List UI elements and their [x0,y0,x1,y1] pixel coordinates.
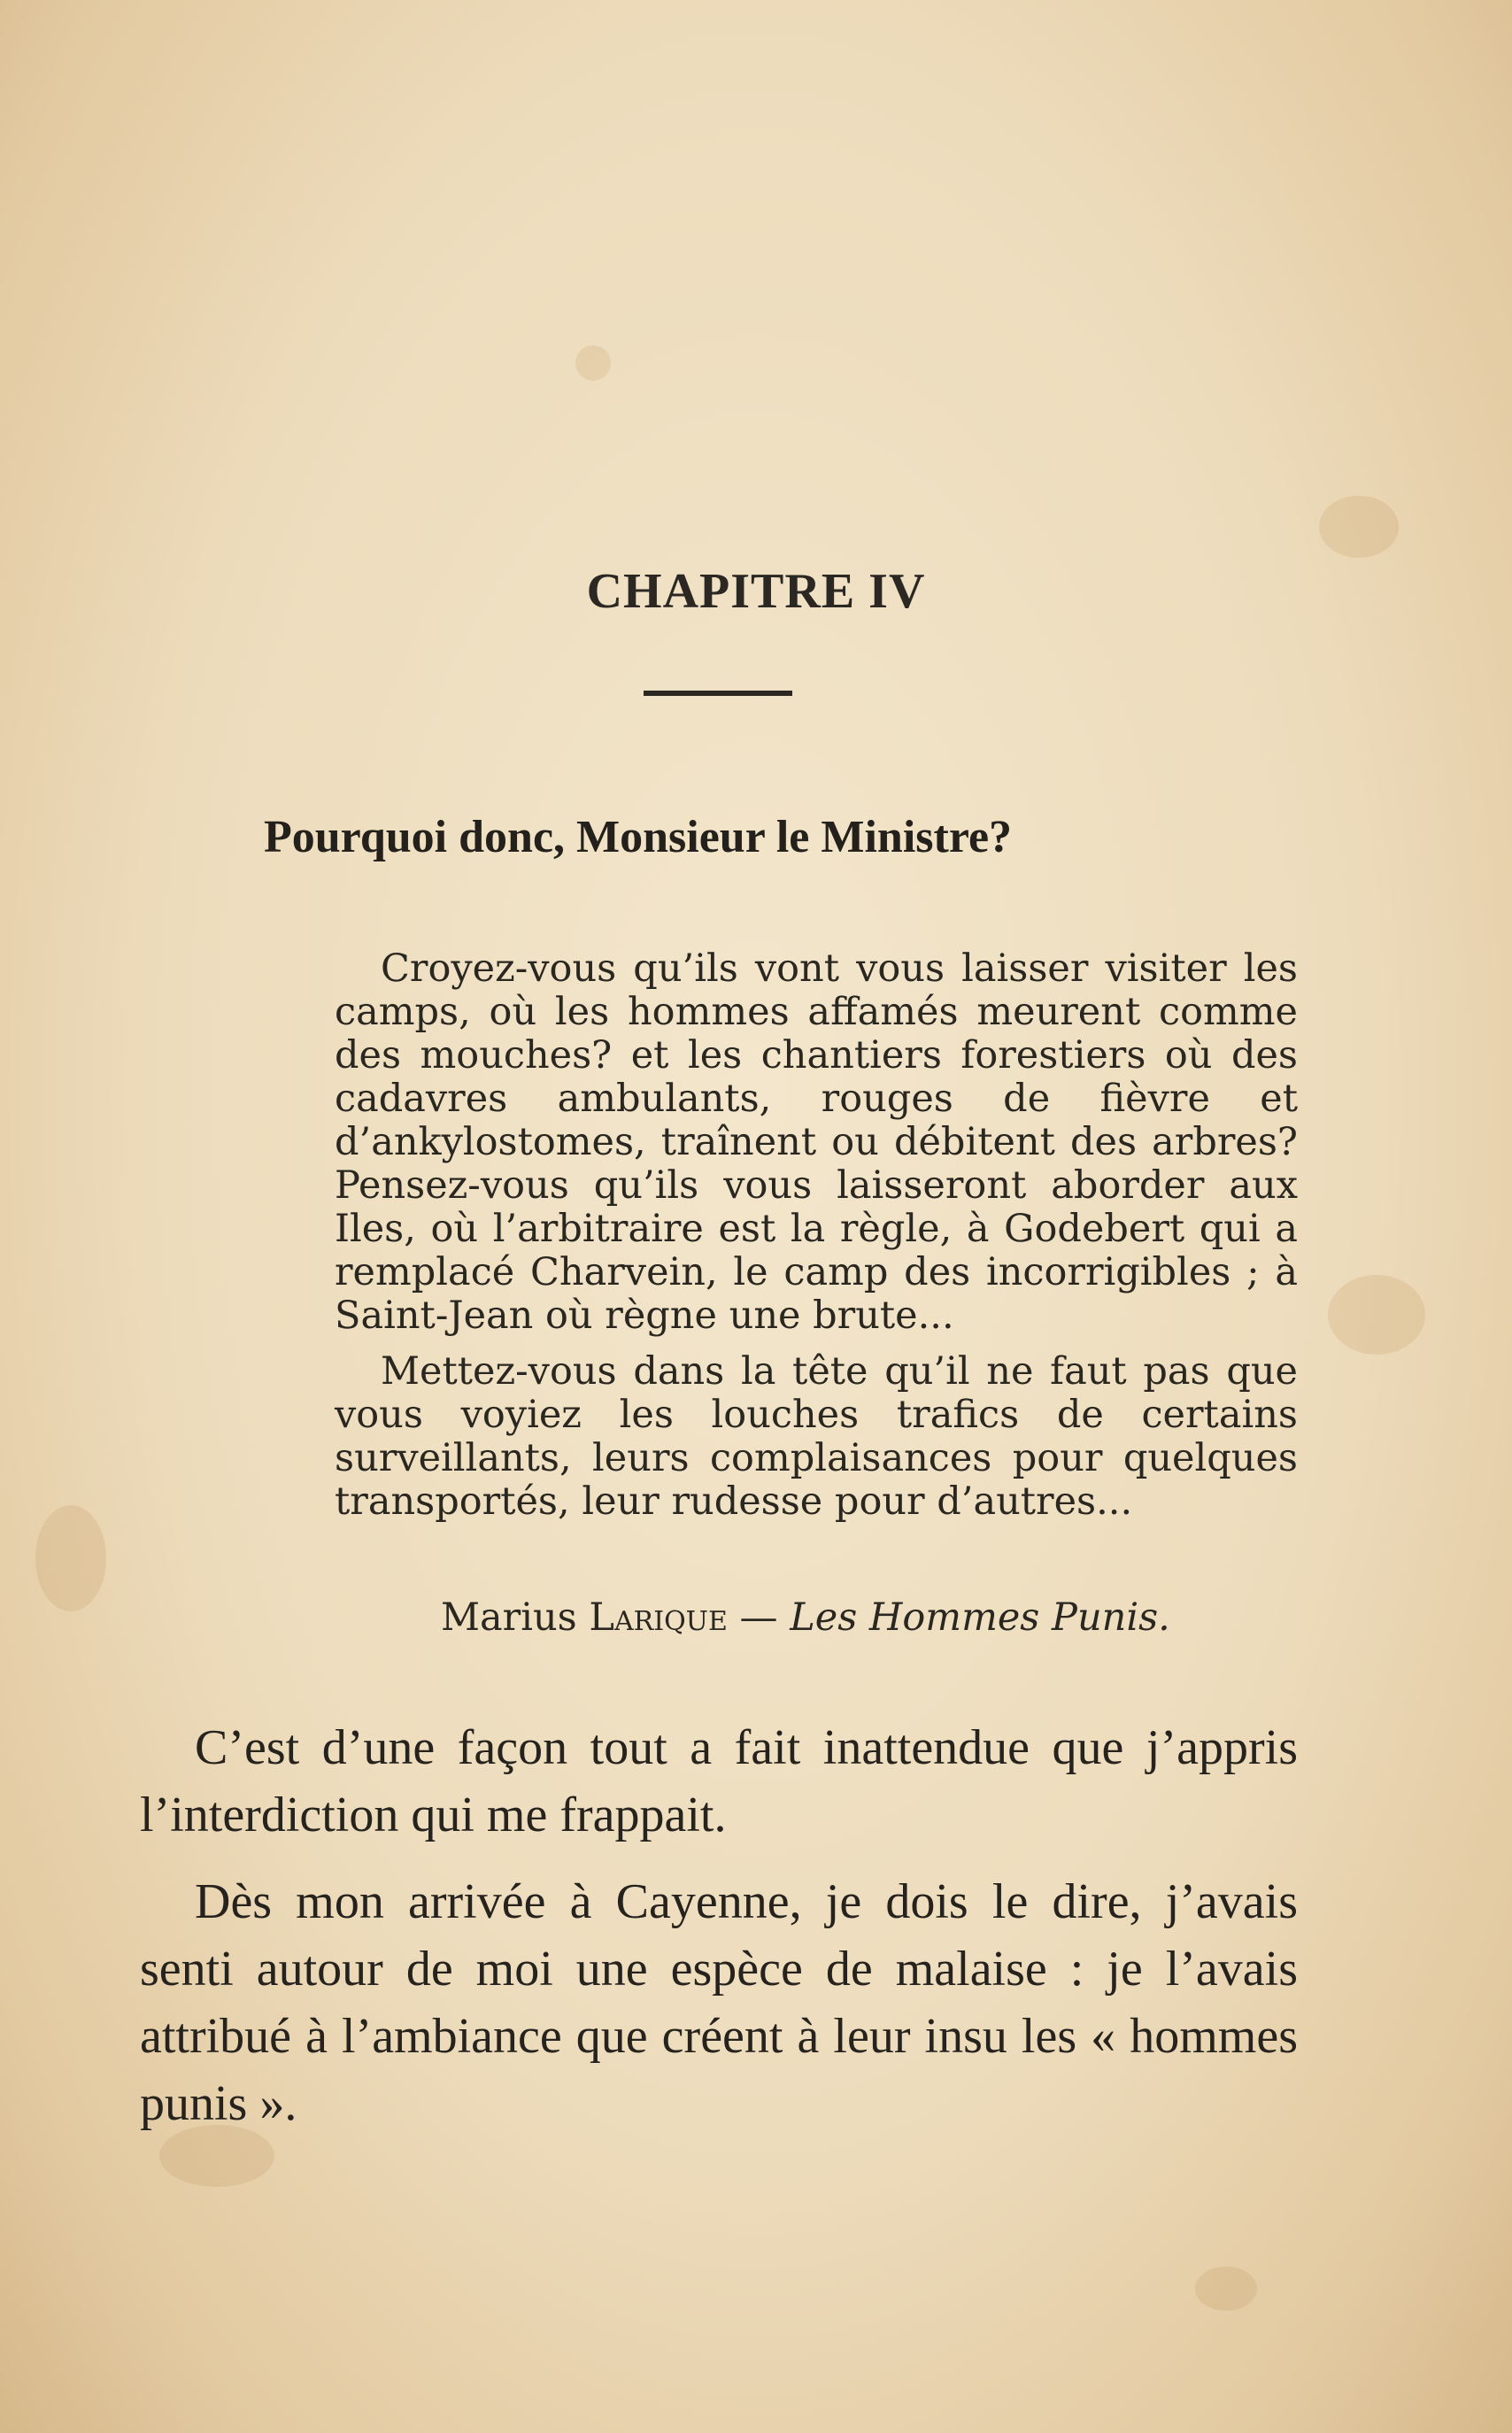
author-last-name: Larique [589,1595,728,1640]
epigraph-attribution [441,1595,1170,1640]
work-title: Les Hommes Punis. [790,1595,1170,1640]
epigraph-paragraph: Croyez-vous qu’ils vont vous laisser visiter les camps, où les hommes affamés meurent comme des mouches? et les chantiers forestiers où des cadavres ambulants, rouges de fièvre et d’ankylostomes, traînent ou débitent des arbres? Pensez-vous qu’ils vous laisseront aborder aux Iles, où l’arbitraire est la règle, à Godebert qui a remplacé Charvein, le camp des incorrigibles ; à Saint-Jean où règne une brute... [335,946,1298,1338]
chapter-subtitle: Pourquoi donc, Monsieur le Ministre? [264,812,1013,862]
paper-stain [1328,1275,1425,1355]
body-paragraph: Dès mon arrivée à Cayenne, je dois le dire, j’avais senti autour de moi une espèce de malaise : je l’avais attribué à l’ambiance que créent à leur insu les « hommes punis ». [140,1874,1298,2131]
paper-stain [35,1505,106,1611]
chapter-title: CHAPITRE IV [586,564,926,619]
epigraph-paragraph: Mettez-vous dans la tête qu’il ne faut pas que vous voyiez les louches trafics de certains surveillants, leurs complaisances pour quelques transportés, leur rudesse pour d’autres... [335,1349,1298,1524]
attribution-separator: — [739,1595,778,1640]
epigraph [335,947,1298,1524]
body-text [140,1714,1298,2137]
paper-stain [1195,2267,1257,2311]
paper-stain [575,345,611,381]
paper-stain [1319,496,1399,558]
title-rule [644,691,792,696]
author-first-name: Marius [441,1595,577,1640]
body-paragraph: C’est d’une façon tout a fait inattendue que j’appris l’interdiction qui me frappait. [140,1720,1298,1842]
